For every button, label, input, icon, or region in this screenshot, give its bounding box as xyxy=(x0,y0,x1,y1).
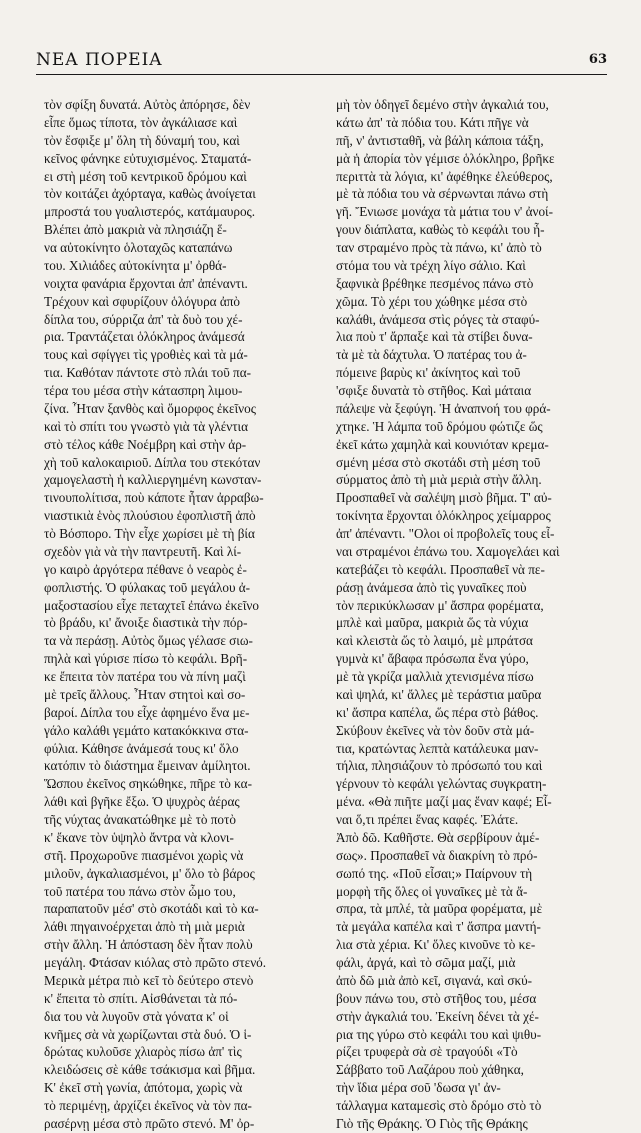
text-line: ρίζει τρυφερὰ σὰ σὲ τραγούδι «Τὸ xyxy=(336,1044,518,1060)
text-line: τια. Καθόταν πάντοτε στὸ πλάι τοῦ πα- xyxy=(44,365,252,381)
text-line: Ἀπὸ δῶ. Καθῆστε. Θὰ σερβίρουν ἀμέ- xyxy=(336,829,540,845)
text-line: τια, κρατώντας λεπτὰ κατάλευκα μαν- xyxy=(336,740,539,756)
text-line: τὸν περικύκλωσαν μ' ἄσπρα φορέματα, xyxy=(336,597,544,613)
text-line: δρώτας κυλοῦσε χλιαρὸς πίσω ἀπ' τὶς xyxy=(44,1044,242,1060)
text-line: εἶπε ὅμως τίποτα, τὸν ἀγκάλιασε καὶ xyxy=(44,114,238,130)
text-line: γο καιρὸ ἀργότερα πέθανε ὁ νεαρὸς ἐ- xyxy=(44,561,247,577)
text-line: ρασέρνῃ μέσα στὸ πρῶτο στενό. Μ' ὀρ- xyxy=(44,1115,255,1131)
running-header xyxy=(36,46,607,75)
text-line: μεγάλη. Φτάσαν κιόλας στὸ πρῶτο στενό. xyxy=(44,955,267,970)
text-line: τάλλαγμα καταμεσὶς στὸ δρόμο στὸ τὸ xyxy=(336,1098,542,1113)
text-line: κατόπιν τὸ διάστημα ἔμειναν ἀμίλητοι. xyxy=(44,758,251,774)
text-line: κάτω ἀπ' τὰ πόδια του. Κάτι πῆγε νὰ xyxy=(336,114,529,130)
text-column-left xyxy=(44,96,306,1133)
text-line: μὲ τρεῖς ἄλλους. Ἦταν στητοὶ καὶ σο- xyxy=(44,686,246,702)
text-line: κε ἔπειτα τὸν πατέρα του νὰ πίνη μαζὶ xyxy=(44,669,246,684)
text-line: καὶ ψηλά, κι' ἄλλες μὲ τεράστια μαῦρα xyxy=(336,686,542,702)
text-line: ναι ὅ,τι πρέπει ἕνας καφές. Ἐλάτε. xyxy=(336,812,519,827)
text-line: στὴν ἀγκαλιά του. Ἐκείνη δένει τὰ χέ- xyxy=(336,1008,539,1024)
text-line: σύρματος ἀπὸ τὴ μιὰ μεριὰ στὴν ἄλλη. xyxy=(336,472,542,488)
text-line: τὸ βράδυ, κι' ἄνοιξε διαστικὰ τὴν πόρ- xyxy=(44,615,248,631)
text-line: κι' ἄσπρα καπέλα, ὥς πέρα στὸ βάθος. xyxy=(336,704,539,720)
text-line: Κ' ἐκεῖ στὴ γωνία, ἀπότομα, χωρὶς νὰ xyxy=(44,1080,243,1096)
text-line: τὴν ἴδια μέρα σοῦ 'δωσα γι' ἀν- xyxy=(336,1080,501,1096)
text-line: τὸν σφίξη δυνατά. Αὐτὸς ἀπόρησε, δὲν xyxy=(44,97,251,112)
text-line: λια στὰ χέρια. Κι' ὅλες κινοῦνε τὸ κε- xyxy=(336,937,536,953)
text-line: χτηκε. Ἡ λάμπα τοῦ δρόμου φώτιζε ὥς xyxy=(336,418,543,434)
text-line: γῆ. Ἔνιωσε μονάχα τὰ μάτια του ν' ἀνοί- xyxy=(336,204,553,220)
text-line: γουν διάπλατα, καθὼς τὸ κεφάλι του ἦ- xyxy=(336,222,545,238)
text-line: μὲ τὰ γκρίζα μαλλιὰ χτενισμένα πίσω xyxy=(336,669,534,684)
text-line: κνῆμες σὰ νὰ χωρίζωνται στὰ δυό. Ὁ ἱ- xyxy=(44,1026,252,1042)
text-line: τῆς νύχτας ἀνακατώθηκε μὲ τὸ ποτὸ xyxy=(44,812,236,827)
text-line: σμένη μέσα στὸ σκοτάδι στὴ μέση τοῦ xyxy=(336,454,541,470)
text-line: στόμα του νὰ τρέχη λίγο σάλιο. Καὶ xyxy=(336,257,526,273)
text-line: Μερικὰ μέτρα πιὸ κεῖ τὸ δεύτερο στενὸ xyxy=(44,972,254,988)
text-line: πόμεινε βαρὺς κι' ἀκίνητος καὶ τοῦ xyxy=(336,365,521,381)
text-line: μὲ τὰ πόδια του νὰ σέρνωνται πάνω στὴ xyxy=(336,186,549,202)
text-line: περιττὰ τὰ λόγια, κι' ἀφέθηκε ἐλεύθερος, xyxy=(336,168,553,184)
text-line: ει στὴ μέση τοῦ κεντρικοῦ δρόμου καὶ xyxy=(44,168,247,184)
text-line: καλάθι, ἀνάμεσα στὶς ρόγες τὰ σταφύ- xyxy=(336,311,540,327)
text-line: στὴν ἄλλη. Ἡ ἀπόσταση δὲν ἦταν πολὺ xyxy=(44,937,253,953)
text-line: ρια. Τραντάζεται ὁλόκληρος ἀνάμεσά xyxy=(44,329,245,345)
text-line: του. Χιλιάδες αὐτοκίνητα μ' ὀρθά- xyxy=(44,257,227,273)
text-line: κεῖνος φάνηκε εὐτυχισμένος. Σταματά- xyxy=(44,150,252,166)
text-line: τὸ περιμένῃ, ἀρχίζει ἐκεῖνος νὰ τὸν πα- xyxy=(44,1098,252,1113)
text-line: Ὥσπου ἐκεῖνος σηκώθηκε, πῆρε τὸ κα- xyxy=(44,776,252,792)
text-line: βουν πάνω του, στὸ στῆθος του, μέσα xyxy=(336,990,537,1006)
text-line: πηλὰ καὶ γύρισε πίσω τὸ κεφάλι. Βρῆ- xyxy=(44,651,248,667)
text-line: τὸν κοιτάζει ἀχόρταγα, καθὼς ἀνοίγεται xyxy=(44,186,256,202)
text-line: ἀπὸ δῶ μιὰ ἀπὸ κεῖ, σιγανά, καὶ σκύ- xyxy=(336,972,533,988)
text-line: τους καὶ σφίγγει τὶς γροθιὲς καὶ τὰ μά- xyxy=(44,347,248,363)
text-line: λάθι καὶ βγῆκε ἔξω. Ὁ ψυχρὸς ἀέρας xyxy=(44,794,240,810)
text-line: στῆ. Προχωροῦνε πιασμένοι χωρὶς νὰ xyxy=(44,847,244,863)
text-line: φάλι, ἀργά, καὶ τὸ σῶμα μαζί, μιὰ xyxy=(336,955,516,970)
text-line: Σάββατο τοῦ Λαζάρου ποὺ χάθηκα, xyxy=(336,1062,524,1078)
text-line: πάλεψε νὰ ξεφύγη. Ἡ ἀναπνοή του φρά- xyxy=(336,400,551,416)
text-line: λια ποὺ τ' ἄρπαξε καὶ τὰ στίβει δυνα- xyxy=(336,329,533,345)
text-line: νοιχτα φανάρια ἔρχονται ἀπ' ἀπέναντι. xyxy=(44,275,248,291)
text-line: κατεβάζει τὸ κεφάλι. Προσπαθεῖ νὰ πε- xyxy=(336,561,545,577)
text-line: ταν στραμένο πρὸς τὰ πάνω, κι' ἀπὸ τὸ xyxy=(336,240,542,255)
text-line: τὰ μεγάλα καπέλα καὶ τ' ἄσπρα μαντή- xyxy=(336,919,541,935)
text-line: χαμογελαστὴ ἡ καλλιεργημένη κωνσταν- xyxy=(44,472,262,488)
text-line: ρια της γύρω στὸ κεφάλι του καὶ ψιθυ- xyxy=(336,1026,542,1042)
text-line: μπλὲ καὶ μαῦρα, μακριὰ ὥς τὰ νύχια xyxy=(336,615,529,631)
text-line: σχεδὸν γιὰ νὰ τὴν παντρευτῆ. Καὶ λί- xyxy=(44,543,242,559)
text-line: χῶμα. Τὸ χέρι του χώθηκε μέσα στὸ xyxy=(336,293,528,309)
text-line: σως». Προσπαθεῖ νὰ διακρίνη τὸ πρό- xyxy=(336,847,538,863)
text-line: δια του νὰ λυγοῦν στὰ γόνατα κ' οἱ xyxy=(44,1008,229,1024)
text-line: τοῦ πατέρα του πάνω στὸν ὦμο του, xyxy=(44,883,236,899)
journal-title: ΝΕΑ ΠΟΡΕΙΑ xyxy=(36,50,163,70)
text-line: ξαφνικὰ βρέθηκε πεσμένος πάνω στὸ xyxy=(336,275,534,291)
text-line: τὸν ἔσφιξε μ' ὅλη τὴ δύναμή του, καὶ xyxy=(44,132,240,148)
text-line: μορφὴ τῆς ὅλες οἱ γυναῖκες μὲ τὰ ἄ- xyxy=(336,883,528,899)
text-column-right xyxy=(336,96,598,1133)
text-line: ἐκεῖ κάτω χαμηλὰ καὶ κουνιόταν κρεμα- xyxy=(336,436,549,452)
text-line: χὴ τοῦ καλοκαιριοῦ. Δίπλα του στεκόταν xyxy=(44,454,261,470)
text-line: Προσπαθεῖ νὰ σαλέψη μισὸ βῆμα. Τ' αὐ- xyxy=(336,490,552,506)
text-line: μὴ τὸν ὁδηγεῖ δεμένο στὴν ἀγκαλιά του, xyxy=(336,97,549,112)
text-line: ράσῃ ἀνάμεσα ἀπὸ τὶς γυναῖκες ποὺ xyxy=(336,579,527,595)
text-line: 'σφιξε δυνατὰ τὸ στῆθος. Καὶ μάταια xyxy=(336,383,532,398)
text-line: καὶ κλειστὰ ὥς τὸ λαιμό, μὲ μπράτσα xyxy=(336,633,533,649)
text-line: σωπό της. «Ποῦ εἶσαι;» Παίρνουν τὴ xyxy=(336,865,533,881)
text-line: Βλέπει ἀπὸ μακριὰ νὰ πλησιάζη ἕ- xyxy=(44,222,227,238)
text-line: μιλοῦν, ἀγκαλιασμένοι, μ' ὅλο τὸ βάρος xyxy=(44,865,255,881)
text-line: κ' ἔπειτα τὸ σπίτι. Αἰσθάνεται τὰ πό- xyxy=(44,990,238,1006)
text-line: γάλο καλάθι γεμάτο κατακόκκινα στα- xyxy=(44,722,249,738)
text-line: τα νὰ περάσῃ. Αὐτὸς ὅμως γέλασε σιω- xyxy=(44,633,253,649)
text-line: μὰ ἡ ἀπορία τὸν γέμισε ὁλόκληρο, βρῆκε xyxy=(336,150,555,166)
text-line: ναι στραμένοι ἐπάνω του. Χαμογελάει καὶ xyxy=(336,543,560,559)
text-line: μένα. «Θὰ πιῆτε μαζί μας ἕναν καφέ; Εἶ- xyxy=(336,794,552,810)
text-line: ζίνα. Ἦταν ξανθὸς καὶ ὄμορφος ἐκεῖνος xyxy=(44,400,256,416)
text-line: νιαστικιὰ ἑνὸς πλούσιου ἐφοπλιστῆ ἀπὸ xyxy=(44,508,256,524)
text-line: πῆ, ν' ἀντισταθῆ, νὰ βάλη κάποια τάξη, xyxy=(336,132,544,148)
text-line: σπρα, τὰ μπλέ, τὰ μαῦρα φορέματα, μὲ xyxy=(336,901,543,917)
text-line: κλειδώσεις σὲ κάθε τσάκισμα καὶ βῆμα. xyxy=(44,1062,256,1078)
text-line: τήλια, πλησιάζουν τὸ πρόσωπό του καὶ xyxy=(336,758,543,774)
text-line: τινουπολίτισα, ποὺ κάποτε ἦταν ἀρραβω- xyxy=(44,490,264,506)
text-line: μπροστά του γυαλιστερός, κατάμαυρος. xyxy=(44,204,256,220)
page-number: 63 xyxy=(588,52,607,67)
text-line: τοκίνητα ἔρχονται ὁλόκληρος χείμαρρος xyxy=(336,508,551,524)
text-line: παραπατοῦν μέσ' στὸ σκοτάδι καὶ τὸ κα- xyxy=(44,901,259,917)
text-line: μαξοστασίου εἶχε πεταχτεῖ ἐπάνω ἐκεῖνο xyxy=(44,597,259,613)
text-line: να αὐτοκίνητο ὁλοταχῶς καταπάνω xyxy=(44,240,233,255)
text-line: κ' ἔκανε τὸν ὑψηλὸ ἄντρα νὰ κλονι- xyxy=(44,829,234,845)
text-line: Γιὸ τῆς Θράκης. Ὁ Γιὸς τῆς Θράκης xyxy=(336,1115,528,1131)
text-line: Σκύβουν ἐκεῖνες νὰ τὸν δοῦν στὰ μά- xyxy=(336,722,535,738)
text-line: ἀπ' ἀπέναντι. "Ολοι οἱ προβολεῖς τους εἶ- xyxy=(336,526,555,541)
text-line: δίπλα του, σύρριζα ἀπ' τὰ δυὸ του χέ- xyxy=(44,311,243,327)
text-line: φοπλιστής. Ὁ φύλακας τοῦ μεγάλου ἀ- xyxy=(44,579,251,595)
text-line: στὸ τέλος κάθε Νοέμβρη καὶ στὴν ἀρ- xyxy=(44,436,247,452)
text-line: γυμνὰ κι' ἄβαφα πρόσωπα ἕνα γύρο, xyxy=(336,651,529,667)
text-line: φύλια. Κάθησε ἀνάμεσά τους κι' ὅλο xyxy=(44,740,239,756)
text-line: καὶ τὸ σπίτι του γνωστὸ γιὰ τὰ γλέντια xyxy=(44,418,248,434)
text-line: βαροί. Δίπλα του εἶχε ἀφημένο ἕνα με- xyxy=(44,704,250,720)
text-line: γέρνουν τὸ κεφάλι γελώντας συγκρατη- xyxy=(336,776,547,792)
text-line: τὸ Βόσπορο. Τὴν εἶχε χωρίσει μὲ τὴ βία xyxy=(44,526,255,541)
text-line: τέρα του μέσα στὴν κάτασπρη λιμου- xyxy=(44,383,243,398)
text-line: λάθι πηγαινοέρχεται ἀπὸ τὴ μιὰ μεριὰ xyxy=(44,919,245,935)
text-line: Τρέχουν καὶ σφυρίζουν ὁλόγυρα ἀπὸ xyxy=(44,293,241,309)
text-line: τὰ μὲ τὰ δάχτυλα. Ὁ πατέρας του ἀ- xyxy=(336,347,527,363)
